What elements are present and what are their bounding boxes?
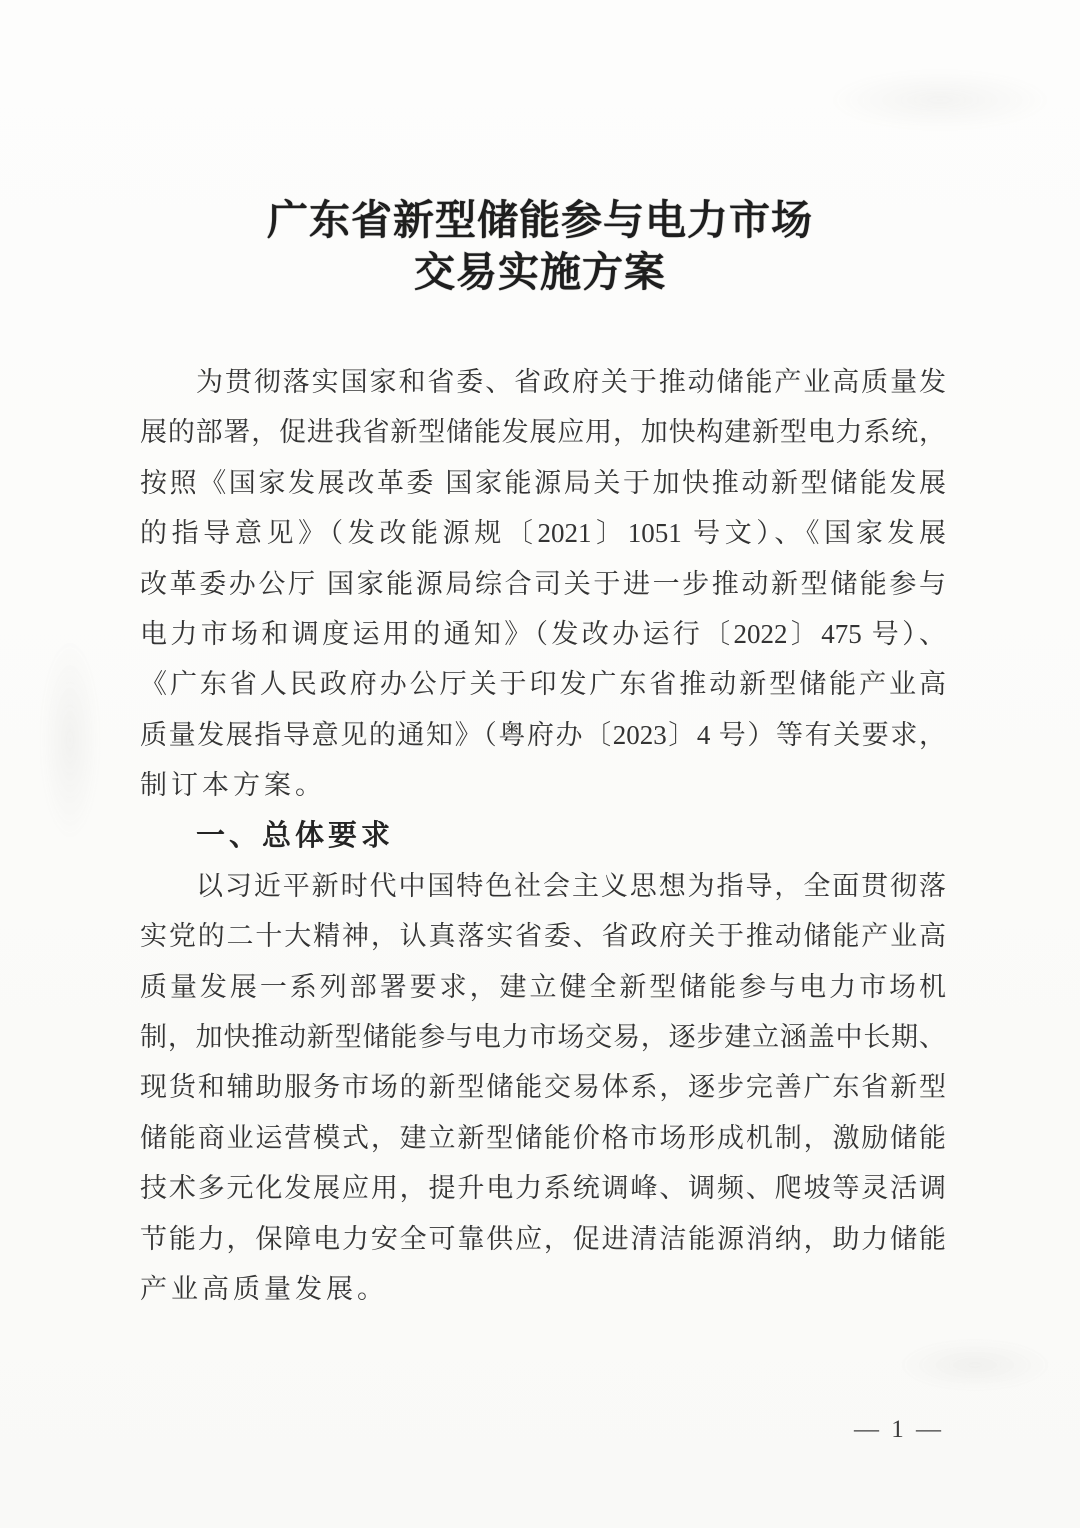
scan-artifact [830, 70, 1050, 130]
paragraph1-line: 为贯彻落实国家和省委、省政府关于推动储能产业高质量发 [196, 367, 946, 397]
scan-artifact [900, 1340, 1050, 1390]
scan-artifact [40, 640, 100, 840]
paragraph2-line: 制，加快推动新型储能参与电力市场交易，逐步建立涵盖中长期、 [140, 1022, 946, 1053]
paragraph1-line: 的指导意见》（发改能源规〔2021〕1051 号文）、《国家发展 [140, 518, 946, 549]
page-number: — 1 — [854, 1416, 944, 1443]
paragraph1-line: 电力市场和调度运用的通知》（发改办运行〔2022〕475 号）、 [140, 618, 946, 649]
paragraph1-line: 按照《国家发展改革委 国家能源局关于加快推动新型储能发展 [140, 467, 946, 498]
section-heading-overall-requirements: 一、总体要求 [196, 819, 395, 852]
paragraph2-line: 产业高质量发展。 [140, 1274, 388, 1305]
paragraph2-line: 实党的二十大精神，认真落实省委、省政府关于推动储能产业高 [140, 921, 946, 952]
paragraph1-line: 质量发展指导意见的通知》（粤府办〔2023〕4 号）等有关要求， [140, 719, 946, 750]
document-title-line-2: 交易实施方案 [414, 249, 666, 295]
paragraph1-line: 改革委办公厅 国家能源局综合司关于进一步推动新型储能参与 [140, 568, 946, 599]
document-title [0, 194, 1080, 298]
paragraph2-line: 质量发展一系列部署要求，建立健全新型储能参与电力市场机 [140, 971, 946, 1002]
paragraph1-line: 制订本方案。 [140, 770, 326, 801]
document-title-line-1: 广东省新型储能参与电力市场 [267, 197, 813, 243]
paragraph2-line: 储能商业运营模式，建立新型储能价格市场形成机制，激励储能 [140, 1122, 946, 1153]
paragraph1-line: 《广东省人民政府办公厅关于印发广东省推动新型储能产业高 [140, 669, 946, 700]
document-body [140, 357, 946, 1314]
paragraph2-line: 技术多元化发展应用，提升电力系统调峰、调频、爬坡等灵活调 [140, 1173, 946, 1204]
paragraph2-line: 现货和辅助服务市场的新型储能交易体系，逐步完善广东省新型 [140, 1072, 946, 1103]
paragraph1-line: 展的部署，促进我省新型储能发展应用，加快构建新型电力系统， [140, 417, 946, 448]
paragraph2-line: 以习近平新时代中国特色社会主义思想为指导，全面贯彻落 [196, 870, 946, 901]
paragraph2-line: 节能力，保障电力安全可靠供应，促进清洁能源消纳，助力储能 [140, 1223, 946, 1254]
